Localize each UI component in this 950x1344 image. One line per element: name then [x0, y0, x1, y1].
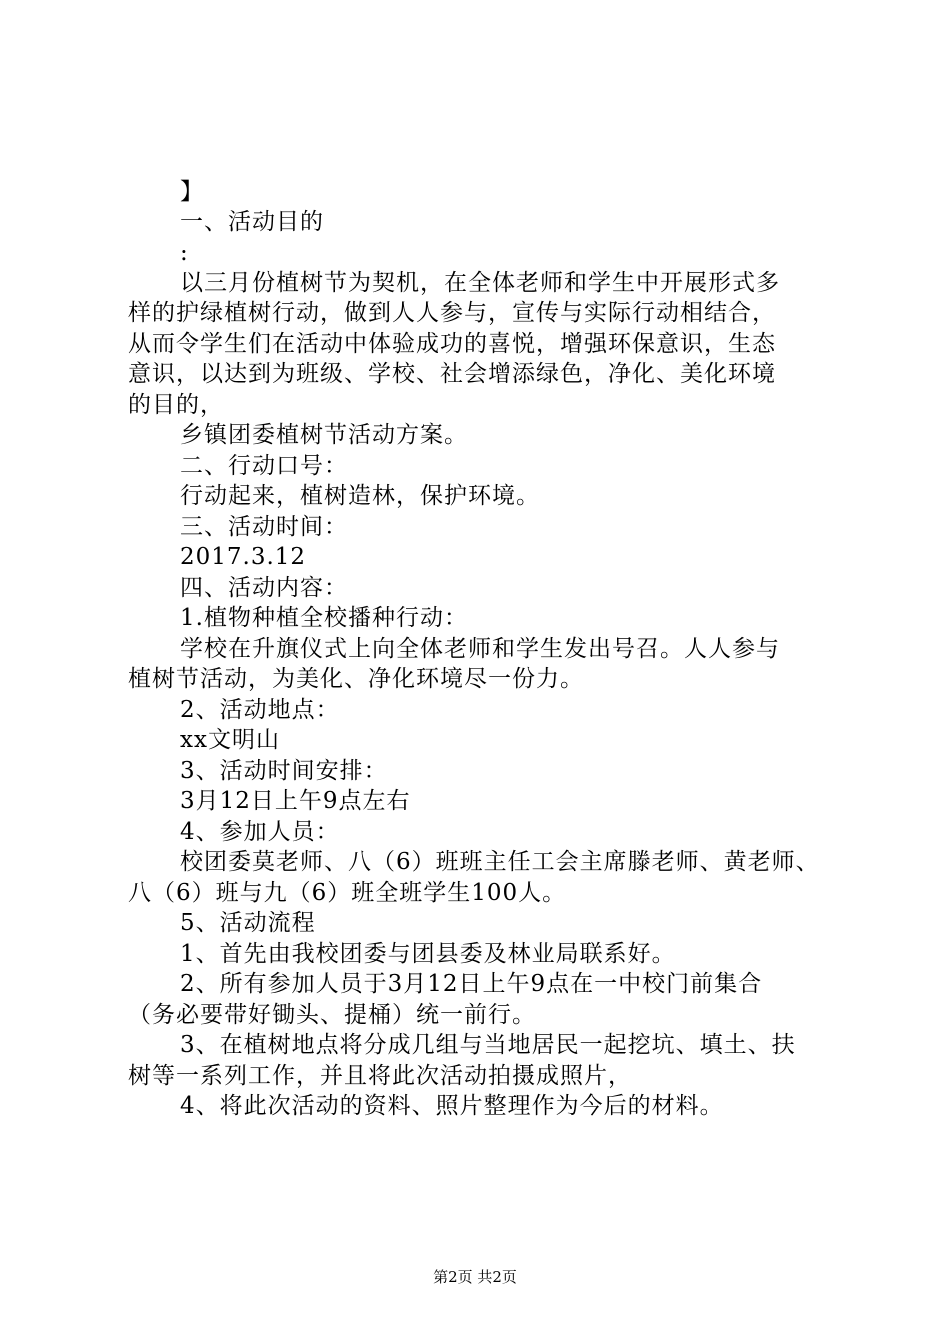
subheading-3: 3、活动时间安排：: [180, 758, 388, 784]
date-text: 2017.3.12: [180, 544, 307, 570]
page-number: 第2页 共2页: [433, 1268, 517, 1286]
paragraph-line: 八（6）班与九（6）班全班学生100人。: [128, 880, 567, 906]
process-step-2: 2、所有参加人员于3月12日上午9点在一中校门前集合: [180, 971, 763, 997]
paragraph-line: 植树节活动，为美化、净化环境尽一份力。: [128, 666, 584, 692]
process-step-3: 3、在植树地点将分成几组与当地居民一起挖坑、填土、扶: [180, 1032, 796, 1058]
location-text: xx文明山: [180, 727, 280, 753]
schedule-text: 3月12日上午9点左右: [180, 788, 411, 814]
slogan-text: 行动起来，植树造林，保护环境。: [180, 483, 540, 509]
subheading-4: 4、参加人员：: [180, 819, 340, 845]
section-heading-1: 一、活动目的: [180, 209, 324, 235]
subheading-2: 2、活动地点：: [180, 697, 340, 723]
subheading-5: 5、活动流程: [180, 910, 316, 936]
bracket-mark: 】: [180, 179, 204, 205]
paragraph-line: 学校在升旗仪式上向全体老师和学生发出号召。人人参与: [180, 636, 780, 662]
paragraph-line: 以三月份植树节为契机，在全体老师和学生中开展形式多: [180, 270, 780, 296]
section-heading-4: 四、活动内容：: [180, 575, 348, 601]
process-step-1: 1、首先由我校团委与团县委及林业局联系好。: [180, 941, 676, 967]
subheading-1: 1.植物种植全校播种行动：: [180, 605, 468, 631]
paragraph-line: 从而令学生们在活动中体验成功的喜悦，增强环保意识，生态: [128, 331, 776, 357]
paragraph-line: 校团委莫老师、八（6）班班主任工会主席滕老师、黄老师、: [180, 849, 820, 875]
colon-line: :: [180, 240, 189, 266]
paragraph-line: 意识，以达到为班级、学校、社会增添绿色，净化、美化环境: [128, 361, 776, 387]
section-heading-2: 二、行动口号：: [180, 453, 348, 479]
paragraph-line: 乡镇团委植树节活动方案。: [180, 422, 468, 448]
paragraph-line: 的目的，: [128, 392, 224, 418]
paragraph-line: （务必要带好锄头、提桶）统一前行。: [128, 1002, 536, 1028]
section-heading-3: 三、活动时间：: [180, 514, 348, 540]
paragraph-line: 样的护绿植树行动，做到人人参与，宣传与实际行动相结合，: [128, 300, 776, 326]
process-step-4: 4、将此次活动的资料、照片整理作为今后的材料。: [180, 1093, 724, 1119]
paragraph-line: 树等一系列工作，并且将此次活动拍摄成照片，: [128, 1063, 632, 1089]
